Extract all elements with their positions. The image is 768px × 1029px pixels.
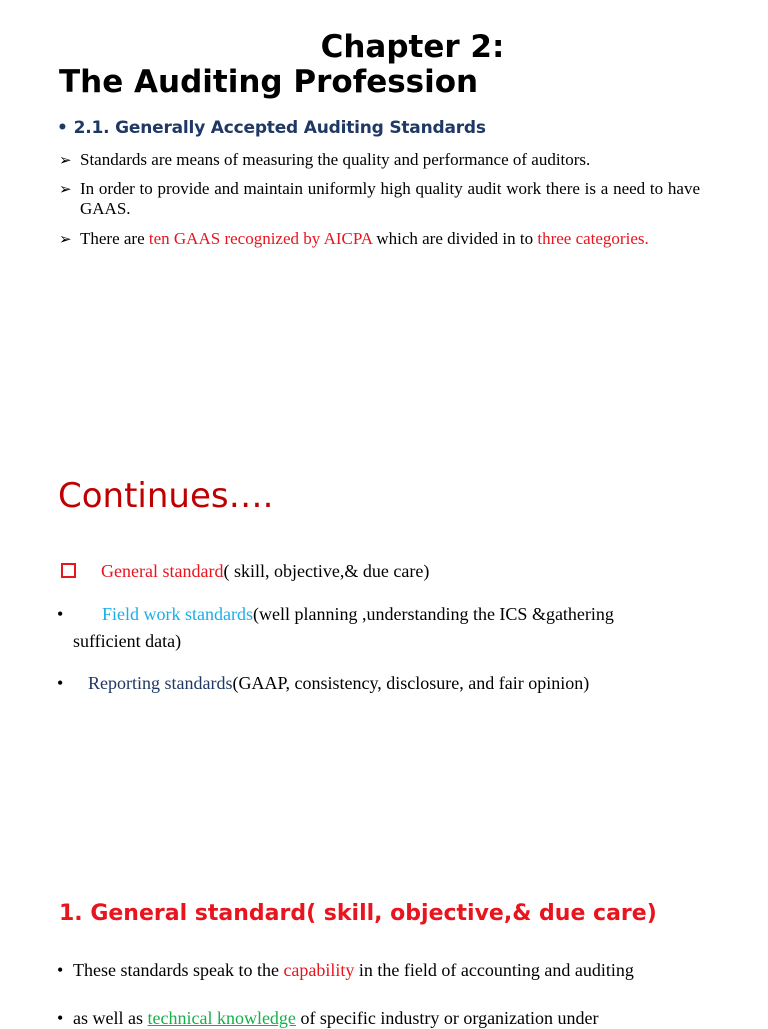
list-item-text-post: in the field of accounting and auditing [354,960,634,980]
continues-title: Continues…. [58,476,274,516]
chapter-title-line2: The Auditing Profession [59,64,479,100]
slide-chapter-title [0,0,768,300]
checkbox-icon [61,563,76,578]
list-item-text: In order to provide and maintain uniformly high quality audit work there is a need to have GAAS. [80,179,700,218]
general-standard-desc: ( skill, objective,& due care) [223,561,430,581]
slide-general-standard [0,880,768,1028]
list-item-technical-knowledge [57,1008,657,1029]
arrow-icon: ➢ [59,180,72,198]
list-item-text-pre: as well as [73,1008,148,1028]
reporting-standards-desc: (GAAP, consistency, disclosure, and fair opinion) [232,673,590,693]
bullet: • [57,960,64,980]
arrow-icon: ➢ [59,230,72,248]
section-bullet: • [57,118,68,138]
chapter-title-line1: Chapter 2: [320,29,505,65]
bullet: • [57,1008,64,1028]
list-item-capability [57,960,657,981]
arrow-icon: ➢ [59,151,72,169]
list-item-text-mid: which are divided in to [372,229,538,248]
fieldwork-standards-desc: (well planning ,understanding the ICS &gathering [252,604,614,624]
slide-continues [0,460,768,760]
reporting-standards-label: Reporting standards [88,673,233,693]
list-item-standards [0,150,768,170]
list-item-gaas-need [0,179,768,219]
chapter-title [0,30,768,100]
list-item-ten-gaas [0,229,768,249]
list-item-text-post: of specific industry or organization under [295,1008,599,1028]
section-heading-text: 2.1. Generally Accepted Auditing Standards [73,118,486,138]
general-standard-label: General standard [101,561,224,581]
highlight-ten-gaas: ten GAAS recognized by AICPA [148,229,373,248]
highlight-technical-knowledge: technical knowledge [147,1008,296,1028]
fieldwork-standards-label: Field work standards [102,604,253,624]
section-heading [57,118,486,138]
bullet: • [57,604,64,624]
fieldwork-standards-desc-cont: sufficient data) [73,631,182,651]
highlight-capability: capability [283,960,355,980]
highlight-three-categories: three categories. [537,229,649,248]
list-item-text-pre: There are [80,229,149,248]
list-item-text-pre: These standards speak to the [73,960,284,980]
general-standard-title: 1. General standard( skill, objective,& due care) [59,901,657,926]
list-item-text: Standards are means of measuring the quality and performance of auditors. [80,150,591,169]
bullet: • [57,673,64,693]
